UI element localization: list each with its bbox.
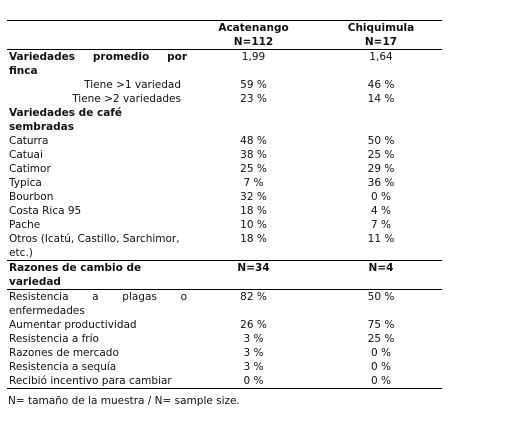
value-acatenango: 10 % [240, 219, 267, 231]
row-label: Resistencia a sequía [9, 361, 117, 373]
header-row [7, 21, 442, 36]
sample-size-row [7, 35, 442, 50]
value-chiquimula: 29 % [367, 163, 395, 175]
table-row [7, 332, 442, 346]
value-acatenango: 3 % [243, 347, 264, 359]
row-label: Variedades promedio por finca [9, 51, 187, 77]
sample-size-acatenango: N=34 [187, 261, 318, 290]
value-chiquimula: 36 % [367, 177, 395, 189]
value-chiquimula: 11 % [318, 232, 442, 261]
value-acatenango: 82 % [240, 291, 267, 303]
value-acatenango: 18 % [240, 205, 267, 217]
value-acatenango: 48 % [240, 135, 267, 147]
table-row [7, 176, 442, 190]
row-label: Resistencia a plagas o enfermedades [9, 291, 187, 317]
table-row [7, 78, 442, 92]
sample-size-chiquimula: N=17 [318, 35, 442, 50]
table-row [7, 190, 442, 204]
table-row [7, 204, 442, 218]
row-label: Pache [9, 219, 41, 231]
value-chiquimula: 0 % [371, 347, 391, 359]
row-label: Razones de mercado [9, 347, 119, 359]
table-row [7, 318, 442, 332]
table-row [7, 232, 442, 261]
value-chiquimula: 1,64 [369, 51, 393, 63]
value-chiquimula: 0 % [371, 191, 391, 203]
header-chiquimula: Chiquimula [318, 21, 442, 36]
coffee-varieties-table [7, 20, 442, 389]
value-acatenango: 23 % [240, 93, 267, 105]
value-chiquimula: 7 % [371, 219, 391, 231]
value-chiquimula: 50 % [367, 291, 395, 303]
value-acatenango: 1,99 [241, 51, 266, 63]
row-label: Bourbon [9, 191, 54, 203]
value-acatenango: 18 % [187, 232, 318, 261]
value-chiquimula: 75 % [367, 319, 395, 331]
row-label: Costa Rica 95 [9, 205, 82, 217]
value-acatenango: 32 % [240, 191, 267, 203]
value-chiquimula: 0 % [318, 374, 442, 389]
header-empty [7, 21, 187, 36]
sample-size-chiquimula: N=4 [318, 261, 442, 290]
section-heading-row [7, 261, 442, 290]
row-label: Tiene >2 variedades [72, 93, 181, 105]
value-chiquimula: 25 % [367, 333, 395, 345]
table-row [7, 148, 442, 162]
table-row [7, 50, 442, 79]
section-heading: Variedades de café sembradas [9, 107, 122, 133]
row-label: Catuai [9, 149, 43, 161]
value-acatenango: 3 % [243, 361, 264, 373]
value-chiquimula: 46 % [367, 79, 395, 91]
value-acatenango: 25 % [240, 163, 267, 175]
table-row [7, 134, 442, 148]
section-heading-row [7, 106, 442, 134]
header-acatenango: Acatenango [187, 21, 318, 36]
row-label: Typica [9, 177, 42, 189]
section-heading: Razones de cambio de variedad [7, 261, 187, 290]
row-label: Otros (Icatú, Castillo, Sarchimor, etc.) [7, 232, 187, 261]
value-acatenango: 26 % [240, 319, 267, 331]
sample-size-empty [7, 35, 187, 50]
value-chiquimula: 4 % [371, 205, 391, 217]
value-acatenango: 0 % [187, 374, 318, 389]
table-row [7, 290, 442, 319]
table-row [7, 218, 442, 232]
value-acatenango: 3 % [243, 333, 264, 345]
footnote: N= tamaño de la muestra / N= sample size. [8, 395, 240, 407]
value-chiquimula: 50 % [367, 135, 395, 147]
table-row [7, 374, 442, 389]
sample-size-acatenango: N=112 [187, 35, 318, 50]
value-chiquimula: 14 % [367, 93, 395, 105]
value-chiquimula: 0 % [371, 361, 391, 373]
value-acatenango: 7 % [243, 177, 264, 189]
row-label: Tiene >1 variedad [84, 79, 181, 91]
row-label: Caturra [9, 135, 49, 147]
row-label: Recibió incentivo para cambiar [7, 374, 187, 389]
row-label: Resistencia a frío [9, 333, 99, 345]
table-row [7, 346, 442, 360]
row-label: Catimor [9, 163, 51, 175]
value-acatenango: 59 % [240, 79, 267, 91]
value-acatenango: 38 % [240, 149, 267, 161]
table-row [7, 360, 442, 374]
table-row [7, 92, 442, 106]
row-label: Aumentar productividad [9, 319, 137, 331]
table-row [7, 162, 442, 176]
value-chiquimula: 25 % [367, 149, 395, 161]
